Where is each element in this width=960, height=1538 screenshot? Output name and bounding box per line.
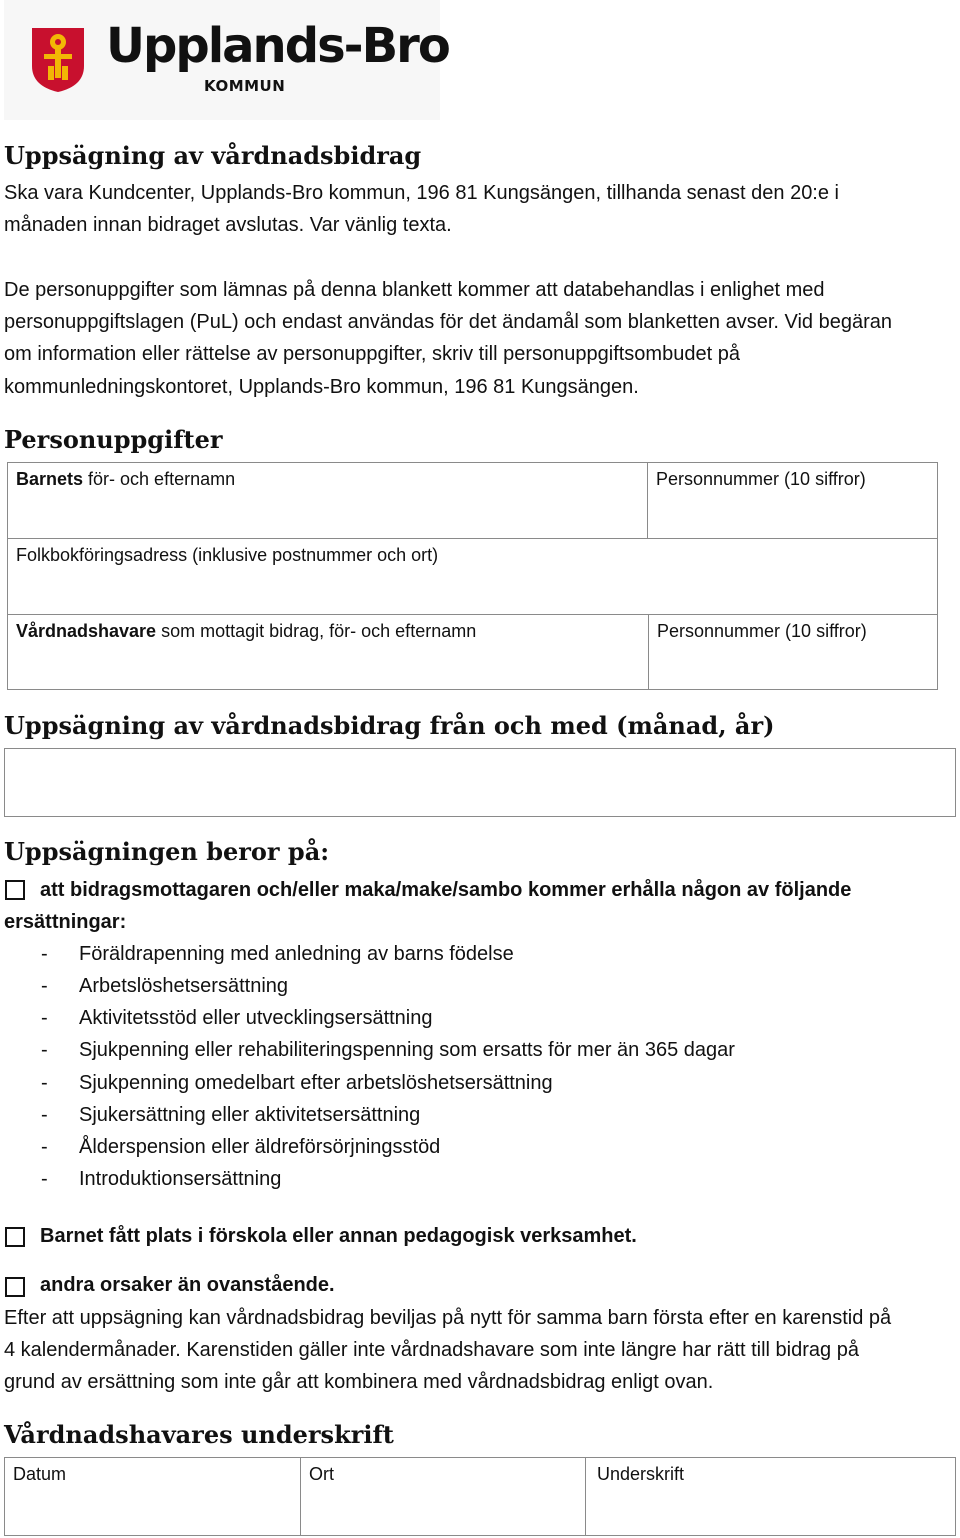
intro-line-2: månaden innan bidraget avslutas. Var vänlig texta. bbox=[4, 214, 452, 236]
option-benefits-label-2: ersättningar: bbox=[4, 911, 127, 933]
intro-line-1: Ska vara Kundcenter, Upplands-Bro kommun, 196 81 Kungsängen, tillhanda senast den 20:e i bbox=[4, 182, 839, 204]
child-pnr-label: Personnummer (10 siffror) bbox=[656, 469, 866, 489]
crest-logo-icon bbox=[30, 26, 86, 94]
benefit-item: Sjukpenning omedelbart efter arbetslöshetsersättning bbox=[79, 1072, 553, 1094]
option-preschool-checkbox[interactable] bbox=[5, 1227, 25, 1247]
benefit-dash: - bbox=[41, 943, 48, 965]
karens-line-2: 4 kalendermånader. Karenstiden gäller inte vårdnadshavare som inte längre har rätt till bidrag på bbox=[4, 1339, 859, 1361]
personal-heading: Personuppgifter bbox=[4, 425, 223, 454]
karens-line-3: grund av ersättning som inte går att kombinera med vårdnadsbidrag enligt ovan. bbox=[4, 1371, 714, 1393]
date-field[interactable] bbox=[4, 1457, 301, 1536]
child-name-field[interactable] bbox=[7, 462, 648, 539]
benefit-dash: - bbox=[41, 1104, 48, 1126]
benefit-dash: - bbox=[41, 1072, 48, 1094]
option-benefits-label-1: att bidragsmottagaren och/eller maka/make/sambo kommer erhålla någon av följande bbox=[40, 879, 852, 901]
signature-field[interactable] bbox=[585, 1457, 956, 1536]
from-date-field[interactable] bbox=[4, 748, 956, 817]
date-label: Datum bbox=[13, 1464, 67, 1484]
child-pnr-field[interactable] bbox=[647, 462, 938, 539]
benefit-item: Aktivitetsstöd eller utvecklingsersättning bbox=[79, 1007, 433, 1029]
from-date-heading: Uppsägning av vårdnadsbidrag från och med (månad, år) bbox=[4, 711, 775, 740]
place-label: Ort bbox=[309, 1464, 334, 1484]
logo-subtitle: KOMMUN bbox=[204, 77, 286, 95]
karens-line-1: Efter att uppsägning kan vårdnadsbidrag beviljas på nytt för samma barn första efter en karenstid på bbox=[4, 1307, 892, 1329]
benefit-dash: - bbox=[41, 1168, 48, 1190]
benefit-item: Föräldrapenning med anledning av barns födelse bbox=[79, 943, 514, 965]
signature-heading: Vårdnadshavares underskrift bbox=[4, 1420, 394, 1449]
guardian-pnr-label: Personnummer (10 siffror) bbox=[657, 621, 867, 641]
benefit-item: Sjukersättning eller aktivitetsersättning bbox=[79, 1104, 421, 1126]
privacy-line-1: De personuppgifter som lämnas på denna blankett kommer att databehandlas i enlighet med bbox=[4, 279, 825, 301]
place-field[interactable] bbox=[300, 1457, 586, 1536]
address-label: Folkbokföringsadress (inklusive postnummer och ort) bbox=[16, 545, 439, 565]
address-field[interactable] bbox=[7, 538, 938, 615]
benefit-dash: - bbox=[41, 1007, 48, 1029]
option-benefits-checkbox[interactable] bbox=[5, 880, 25, 900]
reason-heading: Uppsägningen beror på: bbox=[4, 837, 330, 866]
signature-label: Underskrift bbox=[597, 1464, 685, 1484]
guardian-name-field[interactable] bbox=[7, 614, 649, 690]
benefit-item: Ålderspension eller äldreförsörjningsstöd bbox=[79, 1136, 441, 1158]
logo-wordmark: Upplands-Bro bbox=[106, 18, 449, 74]
privacy-line-4: kommunledningskontoret, Upplands-Bro kommun, 196 81 Kungsängen. bbox=[4, 376, 639, 398]
benefit-dash: - bbox=[41, 975, 48, 997]
page-title: Uppsägning av vårdnadsbidrag bbox=[4, 141, 422, 170]
child-name-label: Barnets för- och efternamn bbox=[16, 469, 236, 489]
option-other-checkbox[interactable] bbox=[5, 1277, 25, 1297]
privacy-line-3: om information eller rättelse av personuppgifter, skriv till personuppgiftsombudet på bbox=[4, 343, 740, 365]
privacy-line-2: personuppgiftslagen (PuL) och endast användas för det ändamål som blanketten avser. Vid begäran bbox=[4, 311, 892, 333]
benefit-item: Sjukpenning eller rehabiliteringspenning som ersatts för mer än 365 dagar bbox=[79, 1039, 735, 1061]
guardian-name-label: Vårdnadshavare som mottagit bidrag, för- och efternamn bbox=[16, 621, 477, 641]
option-preschool-label: Barnet fått plats i förskola eller annan pedagogisk verksamhet. bbox=[40, 1225, 637, 1247]
benefit-dash: - bbox=[41, 1136, 48, 1158]
benefit-dash: - bbox=[41, 1039, 48, 1061]
guardian-pnr-field[interactable] bbox=[648, 614, 938, 690]
benefit-item: Introduktionsersättning bbox=[79, 1168, 282, 1190]
option-other-label: andra orsaker än ovanstående. bbox=[40, 1274, 335, 1296]
benefit-item: Arbetslöshetsersättning bbox=[79, 975, 289, 997]
